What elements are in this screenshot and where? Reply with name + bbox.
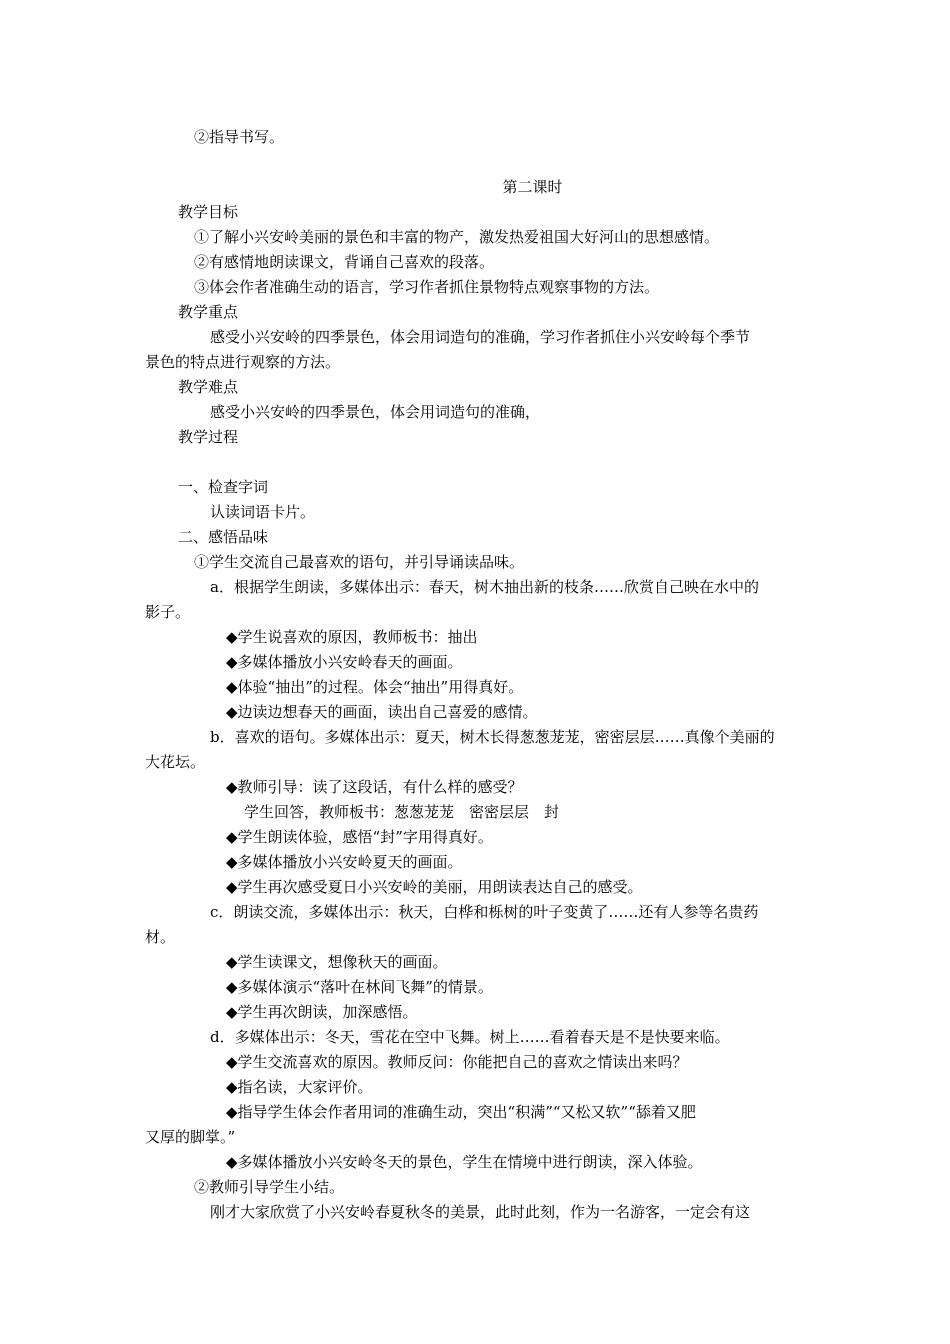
bullet-item: ◆多媒体播放小兴安岭春天的画面。 xyxy=(226,653,463,671)
bullet-item: ◆多媒体播放小兴安岭冬天的景色，学生在情境中进行朗读，深入体验。 xyxy=(226,1153,703,1171)
goals-heading: 教学目标 xyxy=(178,203,239,221)
bullet-item: ◆边读边想春天的画面，读出自己喜爱的感情。 xyxy=(226,703,538,721)
goal-item: ③体会作者准确生动的语言，学习作者抓住景物特点观察事物的方法。 xyxy=(194,278,660,296)
goal-item: ②有感情地朗读课文，背诵自己喜欢的段落。 xyxy=(194,253,495,271)
focus-text-cont: 景色的特点进行观察的方法。 xyxy=(145,353,341,371)
step-text: 认读词语卡片。 xyxy=(210,503,316,521)
goal-item: ①了解小兴安岭美丽的景色和丰富的物产，激发热爱祖国大好河山的思想感情。 xyxy=(194,228,720,246)
sub-item-cont: 材。 xyxy=(145,928,176,946)
bullet-item: ◆多媒体演示“落叶在林间飞舞”的情景。 xyxy=(226,978,493,996)
bullet-item: ◆教师引导：读了这段话，有什么样的感受？ xyxy=(226,778,523,796)
bullet-item: ◆指导学生体会作者用词的准确生动，突出“积满”“又松又软”“舔着又肥 xyxy=(226,1103,696,1121)
difficulty-text: 感受小兴安岭的四季景色，体会用词造句的准确， xyxy=(210,403,541,421)
step-heading: 二、感悟品味 xyxy=(178,528,269,546)
bullet-item: ◆学生再次感受夏日小兴安岭的美丽，用朗读表达自己的感受。 xyxy=(226,878,643,896)
instruction-line: ②指导书写。 xyxy=(194,128,285,146)
summary-text: 刚才大家欣赏了小兴安岭春夏秋冬的美景，此时此刻，作为一名游客，一定会有这 xyxy=(210,1203,751,1221)
bullet-item: ◆指名读，大家评价。 xyxy=(226,1078,373,1096)
bullet-item: ◆学生再次朗读，加深感悟。 xyxy=(226,1003,418,1021)
sub-item: a．根据学生朗读，多媒体出示：春天，树木抽出新的枝条……欣赏自己映在水中的 xyxy=(210,578,759,596)
sub-item-cont: 大花坛。 xyxy=(145,753,206,771)
bullet-item-cont: 学生回答，教师板书：葱葱茏茏 密密层层 封 xyxy=(244,803,560,821)
bullet-item-cont: 又厚的脚掌。” xyxy=(145,1128,236,1146)
sub-item: d．多媒体出示：冬天，雪花在空中飞舞。树上……看着春天是不是快要来临。 xyxy=(210,1028,730,1046)
sub-item: b．喜欢的语句。多媒体出示：夏天，树木长得葱葱茏茏，密密层层……真像个美丽的 xyxy=(210,728,775,746)
bullet-item: ◆学生说喜欢的原因，教师板书：抽出 xyxy=(226,628,478,646)
bullet-item: ◆学生朗读体验，感悟“封”字用得真好。 xyxy=(226,828,493,846)
sub-item-cont: 影子。 xyxy=(145,603,191,621)
focus-text: 感受小兴安岭的四季景色，体会用词造句的准确，学习作者抓住小兴安岭每个季节 xyxy=(210,328,751,346)
bullet-item: ◆学生读课文，想像秋天的画面。 xyxy=(226,953,448,971)
step-heading: 一、检查字词 xyxy=(178,478,269,496)
sub-item: c．朗读交流，多媒体出示：秋天，白桦和栎树的叶子变黄了……还有人参等名贵药 xyxy=(210,903,759,921)
bullet-item: ◆学生交流喜欢的原因。教师反问：你能把自己的喜欢之情读出来吗？ xyxy=(226,1053,688,1071)
section-title: 第二课时 xyxy=(502,178,563,196)
bullet-item: ◆体验“抽出”的过程。体会“抽出”用得真好。 xyxy=(226,678,524,696)
bullet-item: ◆多媒体播放小兴安岭夏天的画面。 xyxy=(226,853,463,871)
focus-heading: 教学重点 xyxy=(178,303,239,321)
step-item: ②教师引导学生小结。 xyxy=(194,1178,345,1196)
step-item: ①学生交流自己最喜欢的语句，并引导诵读品味。 xyxy=(194,553,525,571)
process-heading: 教学过程 xyxy=(178,428,239,446)
difficulty-heading: 教学难点 xyxy=(178,378,239,396)
